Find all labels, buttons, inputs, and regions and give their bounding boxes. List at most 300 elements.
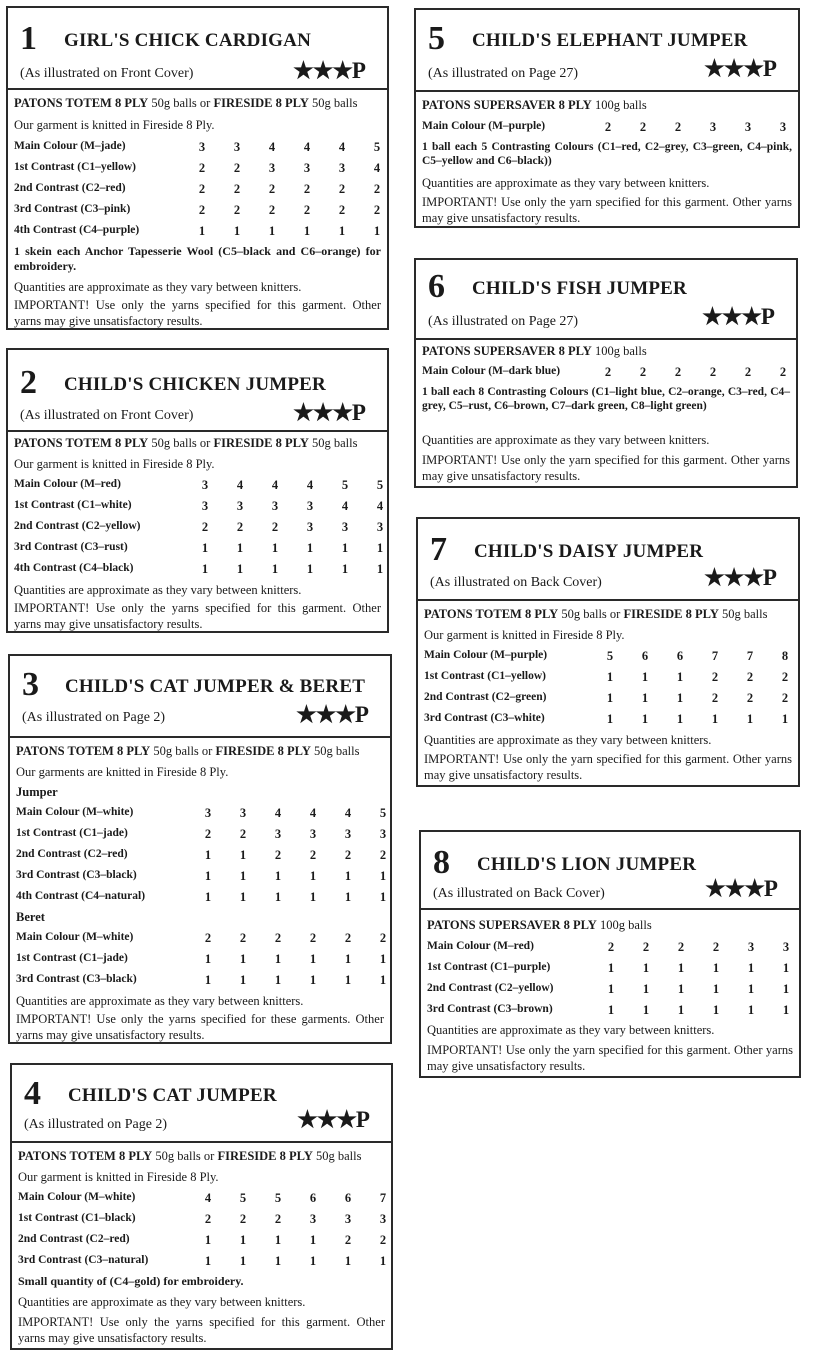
pattern-card-1 <box>6 6 389 330</box>
qty: 3 <box>198 140 206 154</box>
qty: 1 <box>239 869 247 883</box>
row-label: 1st Contrast (C1–yellow) <box>14 161 137 173</box>
row-label: 3rd Contrast (C3–white) <box>424 712 545 724</box>
pattern-number: 8 <box>433 844 450 881</box>
pattern-number: 1 <box>20 20 37 57</box>
qty: 1 <box>204 1254 212 1268</box>
qty: 2 <box>274 848 282 862</box>
yarn-text: 50g balls or <box>148 96 214 110</box>
qty: 1 <box>607 961 615 975</box>
qty: 1 <box>341 562 349 576</box>
qty: 1 <box>274 1233 282 1247</box>
yarn-text-end: 50g balls <box>312 1149 362 1163</box>
qty: 3 <box>268 161 276 175</box>
pattern-title: CHILD'S ELEPHANT JUMPER <box>472 30 748 51</box>
qty: 2 <box>271 520 279 534</box>
qty: 3 <box>239 806 247 820</box>
qty: 2 <box>338 182 346 196</box>
qty: 1 <box>274 890 282 904</box>
pattern-header <box>414 8 800 92</box>
qty: 2 <box>711 691 719 705</box>
qty: 1 <box>309 952 317 966</box>
important-note: IMPORTANT! Use only the yarn specified for this garment. Other yarns may give unsatisfactory results. <box>427 1043 793 1073</box>
yarn-brand-1: PATONS TOTEM 8 PLY <box>18 1149 153 1163</box>
qty: 2 <box>309 848 317 862</box>
qty: 1 <box>606 712 614 726</box>
pattern-number: 6 <box>428 268 445 305</box>
qty: 3 <box>236 499 244 513</box>
qty: 2 <box>781 670 789 684</box>
pattern-number: 5 <box>428 20 445 57</box>
difficulty-rating: ★★★P <box>297 1107 369 1132</box>
qty: 1 <box>204 1233 212 1247</box>
qty: 6 <box>309 1191 317 1205</box>
qty: 2 <box>239 827 247 841</box>
qty: 2 <box>744 365 752 379</box>
yarn-brand-1: PATONS TOTEM 8 PLY <box>14 96 149 110</box>
qty: 3 <box>779 120 787 134</box>
contrast-colours-note: 1 ball each 8 Contrasting Colours (C1–light blue, C2–orange, C3–red, C4–grey, C5–rust, C6–brown, C7–dark green, C8–light green) <box>422 386 790 412</box>
qty: 1 <box>309 1254 317 1268</box>
qty: 2 <box>674 120 682 134</box>
qty: 2 <box>746 670 754 684</box>
qty: 1 <box>677 982 685 996</box>
qty: 2 <box>711 670 719 684</box>
qty: 2 <box>274 1212 282 1226</box>
qty: 1 <box>376 541 384 555</box>
qty: 3 <box>204 806 212 820</box>
yarn-brand-2: FIRESIDE 8 PLY <box>623 607 719 621</box>
qty: 2 <box>373 203 381 217</box>
row-label: 2nd Contrast (C2–yellow) <box>14 520 141 532</box>
quantities-note: Quantities are approximate as they vary between knitters. <box>14 583 302 597</box>
qty: 2 <box>201 520 209 534</box>
yarn-text: 50g balls or <box>558 607 624 621</box>
row-label: 2nd Contrast (C2–yellow) <box>427 982 554 994</box>
qty: 3 <box>782 940 790 954</box>
qty: 4 <box>376 499 384 513</box>
quantities-note: Quantities are approximate as they vary between knitters. <box>16 994 304 1008</box>
qty: 7 <box>746 649 754 663</box>
pattern-number: 2 <box>20 364 37 401</box>
embroidery-note: Small quantity of (C4–gold) for embroidery. <box>18 1274 244 1288</box>
qty: 3 <box>201 478 209 492</box>
row-label: 1st Contrast (C1–jade) <box>16 827 128 839</box>
qty: 1 <box>607 1003 615 1017</box>
qty: 4 <box>274 806 282 820</box>
qty: 1 <box>606 691 614 705</box>
qty: 1 <box>303 224 311 238</box>
qty: 1 <box>373 224 381 238</box>
qty: 2 <box>379 931 387 945</box>
yarn-brand-2: FIRESIDE 8 PLY <box>217 1149 313 1163</box>
qty: 1 <box>379 973 387 987</box>
row-label: 1st Contrast (C1–jade) <box>16 952 128 964</box>
difficulty-rating: ★★★P <box>705 876 777 901</box>
row-label: 1st Contrast (C1–black) <box>18 1212 136 1224</box>
qty: 1 <box>747 961 755 975</box>
qty: 1 <box>204 973 212 987</box>
qty: 1 <box>642 1003 650 1017</box>
qty: 1 <box>677 1003 685 1017</box>
yarn-brand-1: PATONS SUPERSAVER 8 PLY <box>427 918 597 932</box>
illustrated-note: (As illustrated on Back Cover) <box>430 575 602 590</box>
qty: 2 <box>204 827 212 841</box>
qty: 1 <box>201 541 209 555</box>
qty: 1 <box>606 670 614 684</box>
qty: 1 <box>641 670 649 684</box>
qty: 1 <box>271 562 279 576</box>
qty: 1 <box>379 952 387 966</box>
pattern-header <box>6 6 389 90</box>
qty: 5 <box>341 478 349 492</box>
qty: 1 <box>676 712 684 726</box>
yarn-brand-1: PATONS SUPERSAVER 8 PLY <box>422 98 592 112</box>
row-label: 3rd Contrast (C3–black) <box>16 973 137 985</box>
quantities-note: Quantities are approximate as they vary between knitters. <box>422 433 710 447</box>
qty: 4 <box>306 478 314 492</box>
important-note: IMPORTANT! Use only the yarns specified for these garments. Other yarns may give unsatisfactory results. <box>16 1012 384 1042</box>
qty: 1 <box>641 691 649 705</box>
pattern-card-7 <box>416 517 800 787</box>
qty: 2 <box>709 365 717 379</box>
qty: 4 <box>341 499 349 513</box>
qty: 1 <box>711 712 719 726</box>
yarn-text-end: 50g balls <box>718 607 768 621</box>
yarn-brand-1: PATONS TOTEM 8 PLY <box>16 744 151 758</box>
qty: 1 <box>338 224 346 238</box>
pattern-header <box>419 830 801 910</box>
pattern-title: GIRL'S CHICK CARDIGAN <box>64 30 312 51</box>
qty: 2 <box>236 520 244 534</box>
pattern-materials <box>414 340 798 488</box>
qty: 5 <box>376 478 384 492</box>
qty: 1 <box>379 890 387 904</box>
qty: 1 <box>379 1254 387 1268</box>
qty: 1 <box>309 890 317 904</box>
qty: 1 <box>641 712 649 726</box>
yarn-text-end: 50g balls <box>308 96 358 110</box>
qty: 5 <box>379 806 387 820</box>
row-label: Main Colour (M–white) <box>18 1191 136 1203</box>
qty: 1 <box>309 1233 317 1247</box>
pattern-card-8 <box>419 830 801 1078</box>
difficulty-rating: ★★★P <box>293 58 365 83</box>
qty: 2 <box>607 940 615 954</box>
qty: 3 <box>274 827 282 841</box>
important-note: IMPORTANT! Use only the yarn specified for this garment. Other yarns may give unsatisfactory results. <box>422 453 790 483</box>
row-label: 2nd Contrast (C2–red) <box>18 1233 130 1245</box>
qty: 3 <box>306 499 314 513</box>
qty: 2 <box>233 203 241 217</box>
difficulty-rating: ★★★P <box>704 565 776 590</box>
qty: 3 <box>201 499 209 513</box>
qty: 1 <box>747 1003 755 1017</box>
row-label: 1st Contrast (C1–yellow) <box>424 670 547 682</box>
qty: 2 <box>379 848 387 862</box>
illustrated-note: (As illustrated on Page 27) <box>428 314 579 329</box>
qty: 2 <box>198 203 206 217</box>
qty: 2 <box>239 1212 247 1226</box>
row-label: Main Colour (M–red) <box>427 940 534 952</box>
pattern-title: CHILD'S CAT JUMPER & BERET <box>65 676 366 697</box>
yarn-text-end: 100g balls <box>596 918 652 932</box>
qty: 1 <box>274 1254 282 1268</box>
qty: 2 <box>379 1233 387 1247</box>
qty: 1 <box>607 982 615 996</box>
qty: 1 <box>376 562 384 576</box>
qty: 2 <box>233 182 241 196</box>
qty: 6 <box>641 649 649 663</box>
qty: 4 <box>268 140 276 154</box>
yarn-brand-1: PATONS TOTEM 8 PLY <box>14 436 149 450</box>
qty: 3 <box>271 499 279 513</box>
qty: 3 <box>341 520 349 534</box>
qty: 6 <box>344 1191 352 1205</box>
qty: 1 <box>239 890 247 904</box>
pattern-title: CHILD'S CAT JUMPER <box>68 1085 277 1106</box>
contrast-colours-note: 1 ball each 5 Contrasting Colours (C1–red, C2–grey, C3–green, C4–pink, C5–yellow and C6–black)) <box>422 141 792 168</box>
knitted-in-note: Our garment is knitted in Fireside 8 Ply. <box>424 628 625 642</box>
qty: 4 <box>373 161 381 175</box>
qty: 1 <box>274 973 282 987</box>
qty: 3 <box>309 827 317 841</box>
qty: 2 <box>204 931 212 945</box>
quantities-note: Quantities are approximate as they vary between knitters. <box>18 1295 306 1309</box>
row-label: 3rd Contrast (C3–brown) <box>427 1003 553 1015</box>
row-label: 4th Contrast (C4–purple) <box>14 224 140 236</box>
row-label: 2nd Contrast (C2–red) <box>14 182 126 194</box>
pattern-materials <box>419 910 801 1078</box>
row-label: Main Colour (M–white) <box>16 931 134 943</box>
qty: 1 <box>271 541 279 555</box>
important-note: IMPORTANT! Use only the yarns specified for this garment. Other yarns may give unsatisfactory results. <box>18 1315 385 1345</box>
yarn-line <box>422 98 647 113</box>
qty: 1 <box>239 1233 247 1247</box>
yarn-text-end: 50g balls <box>308 436 358 450</box>
qty: 4 <box>271 478 279 492</box>
qty: 2 <box>268 203 276 217</box>
row-label: 2nd Contrast (C2–red) <box>16 848 128 860</box>
qty: 4 <box>236 478 244 492</box>
pattern-card-6 <box>414 258 798 488</box>
pattern-header <box>414 258 798 340</box>
qty: 1 <box>712 1003 720 1017</box>
yarn-brand-2: FIRESIDE 8 PLY <box>213 436 309 450</box>
qty: 1 <box>712 982 720 996</box>
qty: 1 <box>268 224 276 238</box>
row-label: 1st Contrast (C1–white) <box>14 499 132 511</box>
qty: 3 <box>309 1212 317 1226</box>
qty: 1 <box>239 952 247 966</box>
qty: 7 <box>379 1191 387 1205</box>
qty: 4 <box>303 140 311 154</box>
knitted-in-note: Our garment is knitted in Fireside 8 Ply. <box>14 457 215 471</box>
qty: 3 <box>303 161 311 175</box>
qty: 1 <box>274 869 282 883</box>
qty: 3 <box>344 827 352 841</box>
illustrated-note: (As illustrated on Front Cover) <box>20 408 194 423</box>
qty: 3 <box>744 120 752 134</box>
row-label: 2nd Contrast (C2–green) <box>424 691 547 703</box>
qty: 2 <box>677 940 685 954</box>
pattern-title: CHILD'S LION JUMPER <box>477 854 697 875</box>
difficulty-rating: ★★★P <box>702 304 774 329</box>
difficulty-rating: ★★★P <box>704 56 776 81</box>
qty: 1 <box>746 712 754 726</box>
qty: 3 <box>306 520 314 534</box>
row-label: Main Colour (M–purple) <box>424 649 548 661</box>
qty: 3 <box>233 140 241 154</box>
yarn-line <box>16 744 359 759</box>
qty: 1 <box>782 982 790 996</box>
qty: 1 <box>306 541 314 555</box>
quantities-note: Quantities are approximate as they vary between knitters. <box>424 733 712 747</box>
row-label: 4th Contrast (C4–black) <box>14 562 134 574</box>
qty: 3 <box>376 520 384 534</box>
qty: 3 <box>338 161 346 175</box>
qty: 1 <box>344 890 352 904</box>
qty: 2 <box>604 365 612 379</box>
qty: 1 <box>236 562 244 576</box>
pattern-number: 7 <box>430 531 447 568</box>
quantities-note: Quantities are approximate as they vary between knitters. <box>422 176 710 190</box>
qty: 2 <box>781 691 789 705</box>
important-note: IMPORTANT! Use only the yarns specified for this garment. Other yarns may give unsatisfactory results. <box>14 601 381 631</box>
qty: 1 <box>274 952 282 966</box>
knitted-in-note: Our garment is knitted in Fireside 8 Ply. <box>18 1170 219 1184</box>
qty: 2 <box>373 182 381 196</box>
qty: 5 <box>239 1191 247 1205</box>
qty: 1 <box>676 691 684 705</box>
qty: 2 <box>746 691 754 705</box>
qty: 2 <box>674 365 682 379</box>
row-label: Main Colour (M–jade) <box>14 140 126 152</box>
yarn-brand-2: FIRESIDE 8 PLY <box>213 96 309 110</box>
qty: 1 <box>781 712 789 726</box>
qty: 3 <box>379 1212 387 1226</box>
qty: 6 <box>676 649 684 663</box>
qty: 1 <box>642 961 650 975</box>
qty: 2 <box>233 161 241 175</box>
qty: 2 <box>712 940 720 954</box>
qty: 1 <box>344 973 352 987</box>
qty: 1 <box>239 973 247 987</box>
row-label: 3rd Contrast (C3–rust) <box>14 541 128 553</box>
pattern-title: CHILD'S DAISY JUMPER <box>474 541 704 562</box>
qty: 1 <box>677 961 685 975</box>
important-note: IMPORTANT! Use only the yarn specified for this garment. Other yarns may give unsatisfactory results. <box>424 752 792 782</box>
qty: 2 <box>303 182 311 196</box>
qty: 5 <box>373 140 381 154</box>
qty: 1 <box>204 848 212 862</box>
yarn-line <box>14 96 357 111</box>
section-beret: Beret <box>16 910 45 924</box>
row-label: 1st Contrast (C1–purple) <box>427 961 551 973</box>
illustrated-note: (As illustrated on Page 2) <box>24 1117 168 1132</box>
row-label: Main Colour (M–white) <box>16 806 134 818</box>
pattern-header <box>10 1063 393 1143</box>
pattern-card-4 <box>10 1063 393 1350</box>
difficulty-rating: ★★★P <box>293 400 365 425</box>
qty: 1 <box>309 973 317 987</box>
qty: 8 <box>781 649 789 663</box>
knitted-in-note: Our garments are knitted in Fireside 8 Ply. <box>16 765 229 779</box>
row-label: 3rd Contrast (C3–black) <box>16 869 137 881</box>
qty: 1 <box>747 982 755 996</box>
row-label: 3rd Contrast (C3–pink) <box>14 203 131 215</box>
qty: 3 <box>709 120 717 134</box>
qty: 2 <box>309 931 317 945</box>
qty: 4 <box>338 140 346 154</box>
embroidery-note: 1 skein each Anchor Tapesserie Wool (C5–black and C6–orange) for embroidery. <box>14 244 381 273</box>
yarn-line <box>427 918 652 933</box>
qty: 2 <box>338 203 346 217</box>
qty: 1 <box>201 562 209 576</box>
pattern-materials <box>414 92 800 228</box>
pattern-number: 3 <box>22 666 39 703</box>
pattern-title: CHILD'S CHICKEN JUMPER <box>64 374 326 395</box>
qty: 2 <box>344 931 352 945</box>
qty: 1 <box>309 869 317 883</box>
quantities-note: Quantities are approximate as they vary between knitters. <box>427 1023 715 1037</box>
qty: 1 <box>344 952 352 966</box>
qty: 2 <box>639 365 647 379</box>
qty: 1 <box>236 541 244 555</box>
qty: 1 <box>233 224 241 238</box>
qty: 2 <box>204 1212 212 1226</box>
knitted-in-note: Our garment is knitted in Fireside 8 Ply. <box>14 118 215 132</box>
illustrated-note: (As illustrated on Page 27) <box>428 66 579 81</box>
important-note: IMPORTANT! Use only the yarns specified for this garment. Other yarns may give unsatisfactory results. <box>14 298 381 328</box>
yarn-brand-1: PATONS TOTEM 8 PLY <box>424 607 559 621</box>
qty: 1 <box>344 869 352 883</box>
qty: 2 <box>344 848 352 862</box>
pattern-number: 4 <box>24 1075 41 1112</box>
yarn-text-end: 50g balls <box>310 744 360 758</box>
yarn-text-end: 100g balls <box>591 98 647 112</box>
qty: 1 <box>204 890 212 904</box>
yarn-brand-1: PATONS SUPERSAVER 8 PLY <box>422 344 592 358</box>
qty: 2 <box>344 1233 352 1247</box>
yarn-brand-2: FIRESIDE 8 PLY <box>215 744 311 758</box>
qty: 1 <box>676 670 684 684</box>
yarn-line <box>18 1149 361 1164</box>
yarn-line <box>422 344 647 359</box>
qty: 1 <box>306 562 314 576</box>
pattern-card-3 <box>8 654 392 1044</box>
yarn-text: 50g balls or <box>152 1149 218 1163</box>
qty: 2 <box>642 940 650 954</box>
qty: 2 <box>303 203 311 217</box>
qty: 1 <box>782 1003 790 1017</box>
qty: 1 <box>344 1254 352 1268</box>
illustrated-note: (As illustrated on Page 2) <box>22 710 166 725</box>
qty: 2 <box>268 182 276 196</box>
qty: 5 <box>606 649 614 663</box>
row-label: 3rd Contrast (C3–natural) <box>18 1254 149 1266</box>
yarn-text-end: 100g balls <box>591 344 647 358</box>
pattern-header <box>416 517 800 601</box>
pattern-materials <box>6 432 389 633</box>
qty: 1 <box>642 982 650 996</box>
pattern-materials <box>8 738 392 1044</box>
yarn-line <box>424 607 767 622</box>
pattern-header <box>6 348 389 432</box>
qty: 7 <box>711 649 719 663</box>
qty: 1 <box>379 869 387 883</box>
yarn-text: 50g balls or <box>148 436 214 450</box>
